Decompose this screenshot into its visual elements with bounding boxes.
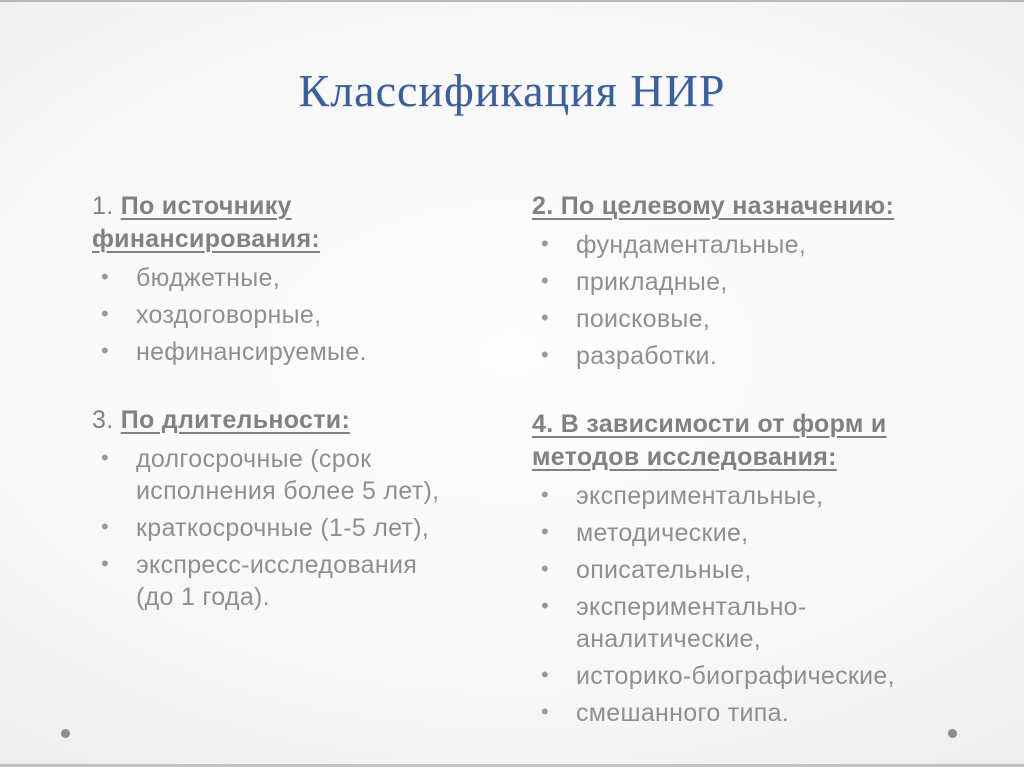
bullet-icon: • xyxy=(101,551,110,576)
list-item-text: бюджетные, xyxy=(136,264,280,292)
left-column xyxy=(92,190,460,734)
list-item-text: прикладные, xyxy=(576,268,728,296)
list-item xyxy=(532,303,978,335)
list-item xyxy=(92,299,460,331)
bullet-icon: • xyxy=(541,662,550,687)
list-item xyxy=(532,697,978,729)
classification-block xyxy=(92,190,460,368)
list-item-text: методические, xyxy=(576,519,749,547)
list-item-text: экспериментально-аналитические, xyxy=(576,593,807,653)
list-item xyxy=(532,229,978,261)
list-item xyxy=(92,443,460,507)
classification-block xyxy=(92,404,460,613)
list-item-text: нефинансируемые. xyxy=(136,338,367,366)
bullet-icon: • xyxy=(541,231,550,256)
slide-content xyxy=(92,190,978,734)
bullet-icon: • xyxy=(541,482,550,507)
block-heading xyxy=(92,404,460,437)
block-number: 1. xyxy=(92,192,121,220)
list-item-text: долгосрочные (срок исполнения более 5 лет), xyxy=(136,445,440,505)
block-item-list xyxy=(92,262,460,368)
list-item xyxy=(92,512,460,544)
list-item xyxy=(92,262,460,294)
list-item xyxy=(532,554,978,586)
bullet-icon: • xyxy=(101,514,110,539)
list-item-text: смешанного типа. xyxy=(576,699,790,727)
slide-title: Классификация НИР xyxy=(298,65,726,116)
list-item-text: историко-биографические, xyxy=(576,662,895,690)
list-item xyxy=(532,660,978,692)
list-item xyxy=(532,517,978,549)
bullet-icon: • xyxy=(541,593,550,618)
classification-block xyxy=(532,408,978,729)
block-heading-text: 4. В зависимости от форм и методов исследования: xyxy=(532,410,887,471)
block-item-list xyxy=(532,229,978,372)
bullet-icon: • xyxy=(101,338,110,363)
list-item-text: экспериментальные, xyxy=(576,482,824,510)
list-item xyxy=(532,480,978,512)
decorative-dot-right xyxy=(948,729,957,738)
classification-block xyxy=(532,190,978,372)
list-item-text: хоздоговорные, xyxy=(136,301,322,329)
bullet-icon: • xyxy=(101,301,110,326)
decorative-dot-left xyxy=(61,729,70,738)
list-item xyxy=(532,266,978,298)
bullet-icon: • xyxy=(541,519,550,544)
bullet-icon: • xyxy=(101,264,110,289)
block-heading xyxy=(92,190,460,256)
block-item-list xyxy=(532,480,978,729)
bullet-icon: • xyxy=(541,305,550,330)
list-item-text: описательные, xyxy=(576,556,752,584)
bullet-icon: • xyxy=(541,699,550,724)
list-item xyxy=(532,591,978,655)
block-heading-text: По источнику финансирования: xyxy=(92,192,320,253)
block-heading xyxy=(532,408,978,474)
bullet-icon: • xyxy=(541,342,550,367)
list-item-text: краткосрочные (1-5 лет), xyxy=(136,514,430,542)
bullet-icon: • xyxy=(541,556,550,581)
right-column xyxy=(532,190,978,734)
block-heading-text: По длительности: xyxy=(120,406,351,434)
block-heading xyxy=(532,190,978,223)
list-item-text: экспресс-исследования (до 1 года). xyxy=(136,551,418,611)
block-item-list xyxy=(92,443,460,613)
list-item-text: поисковые, xyxy=(576,305,711,333)
list-item xyxy=(92,549,460,613)
block-heading-text: 2. По целевому назначению: xyxy=(532,192,895,220)
list-item-text: разработки. xyxy=(576,342,718,370)
bullet-icon: • xyxy=(541,268,550,293)
list-item xyxy=(532,340,978,372)
block-number: 3. xyxy=(92,406,121,434)
list-item-text: фундаментальные, xyxy=(576,231,807,259)
list-item xyxy=(92,336,460,368)
bullet-icon: • xyxy=(101,445,110,470)
